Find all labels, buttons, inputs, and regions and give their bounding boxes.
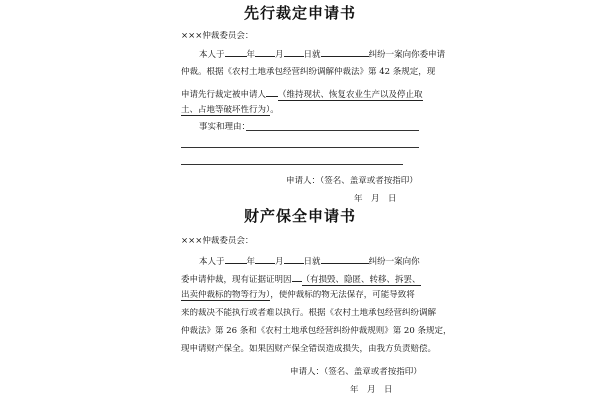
doc2-cause-blank [292, 272, 302, 282]
doc1-paragraph-line-4 [181, 105, 279, 116]
doc2-signature: 申请人：（签名、盖章或者按指印） [290, 367, 422, 377]
doc1-p1-text-3: 月 [275, 50, 284, 60]
doc1-salutation: ×××仲裁委员会： [181, 31, 254, 41]
doc1-month-blank [255, 47, 275, 57]
doc1-p4-underlined: 土、占地等破坏性行为） [181, 105, 271, 115]
doc2-year-blank [225, 254, 247, 264]
doc2-paragraph-line-6: 现申请财产保全。如果因财产保全错误造成损失，由我方负责赔偿。 [181, 344, 437, 354]
doc1-facts-rule-1 [246, 130, 419, 131]
doc2-p2-text-1: 委申请仲裁，现有证据证明因 [181, 275, 292, 285]
doc1-p3-text-1: 申请先行裁定被申请人 [181, 90, 267, 100]
doc1-paragraph-line-3 [181, 87, 423, 101]
doc2-salutation: ×××仲裁委员会： [181, 236, 254, 246]
doc2-p1-text-2: 年 [246, 257, 256, 267]
doc1-facts-rule-2 [181, 147, 419, 148]
doc2-day-blank [284, 254, 304, 264]
doc1-year-blank [225, 47, 247, 57]
doc1-facts-rule-3 [181, 164, 403, 165]
doc2-p1-text-5: 纠纷一案向你 [368, 257, 420, 267]
doc2-p1-text-1: 本人于 [199, 257, 225, 267]
doc1-date: 年 月 日 [354, 194, 397, 204]
doc1-dispute-blank [321, 47, 369, 57]
doc1-signature: 申请人：（签名、盖章或者按指印） [286, 176, 418, 186]
doc2-paragraph-line-5: 仲裁法》第 26 条和《农村土地承包经营纠纷仲裁规则》第 20 条规定， [181, 326, 452, 336]
doc1-paragraph-line-2: 仲裁。根据《农村土地承包经营纠纷调解仲裁法》第 42 条规定，现 [181, 67, 436, 77]
doc1-title: 先行裁定申请书 [243, 4, 356, 22]
doc2-paragraph-line-3 [181, 290, 415, 301]
doc2-title: 财产保全申请书 [243, 207, 356, 225]
doc2-p2-underlined: （有损毁、隐匿、转移、拆罢、 [301, 275, 421, 285]
doc1-p1-text-5: 纠纷一案向你委申请 [368, 50, 446, 60]
doc2-p3-text-1: ，使仲裁标的物无法保存，可能导致将 [270, 290, 415, 300]
doc1-day-blank [284, 47, 304, 57]
doc1-p4-text-1: 。 [270, 105, 279, 115]
doc1-p1-text-2: 年 [246, 50, 256, 60]
doc1-paragraph-line-1 [199, 47, 445, 61]
doc2-paragraph-line-4: 来的裁决不能执行或者难以执行。根据《农村土地承包经营纠纷调解 [181, 308, 437, 318]
doc1-p1-text-1: 本人于 [199, 50, 225, 60]
doc1-p1-text-4: 日就 [303, 50, 321, 60]
doc2-paragraph-line-2 [181, 272, 421, 286]
doc1-p3-underlined: （维持现状、恢复农业生产以及停止取 [278, 90, 423, 100]
doc2-p1-text-4: 日就 [303, 257, 321, 267]
doc2-dispute-blank [321, 254, 369, 264]
doc1-respondent-blank [266, 87, 278, 97]
doc2-p1-text-3: 月 [275, 257, 284, 267]
doc2-date: 年 月 日 [350, 385, 393, 395]
doc2-month-blank [255, 254, 275, 264]
doc2-paragraph-line-1 [199, 254, 420, 268]
doc1-facts-label: 事实和理由： [199, 122, 251, 132]
doc2-p3-underlined: 出卖仲裁标的物等行为） [181, 290, 271, 300]
